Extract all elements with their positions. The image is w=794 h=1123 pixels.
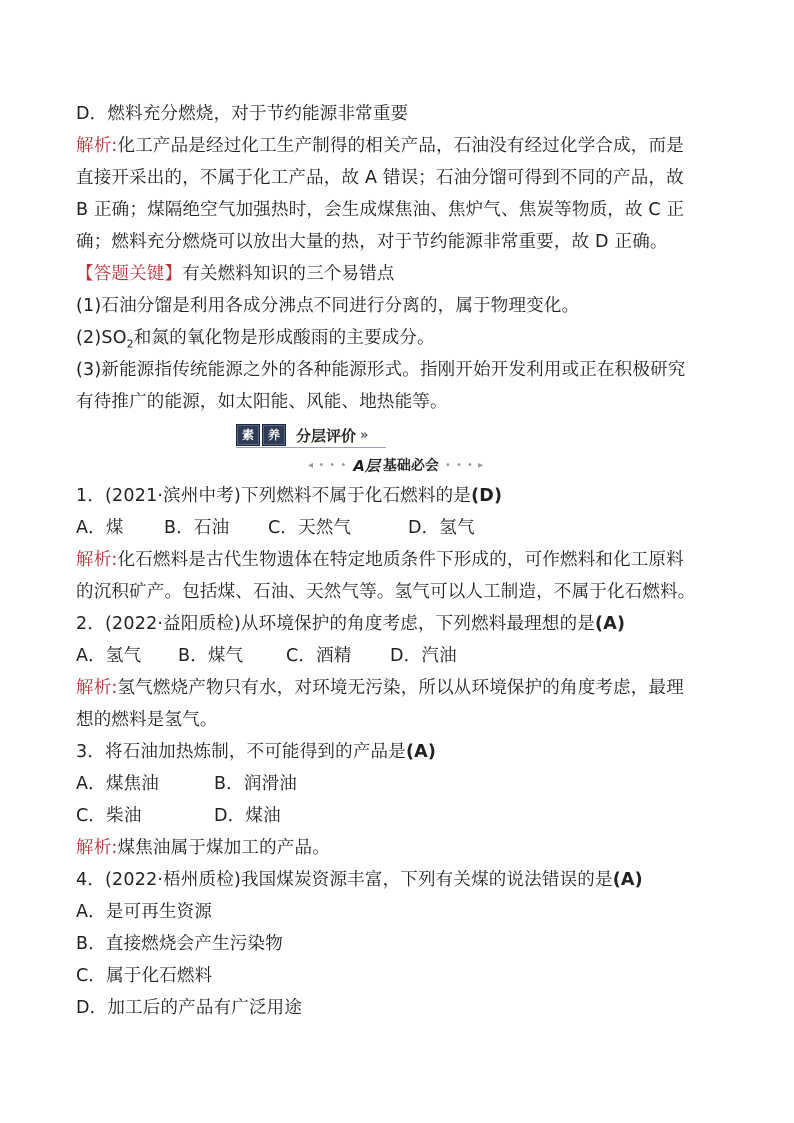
option-a: A．是可再生资源 [76,902,213,922]
explanation-label: 解析: [76,550,118,570]
section-banner [76,420,726,450]
question-options [76,800,726,832]
explanation-line [76,130,726,162]
question-answer: (D) [471,486,503,506]
explanation-line: 解析:煤焦油属于煤加工的产品。 [76,838,330,858]
explanation-line: 想的燃料是氢气。 [76,710,218,730]
option-b: B．润滑油 [214,774,298,794]
question-answer: (A) [612,870,643,890]
question-options [76,512,726,544]
option-a: A．煤焦油 [76,774,159,794]
question-answer: (A) [595,614,626,634]
option-a: A．煤 [76,518,124,538]
key-point-heading [76,258,726,290]
key-point-title: 有关燃料知识的三个易错点 [182,264,395,284]
question-stem: 2．(2022·益阳质检)从环境保护的角度考虑，下列燃料最理想的是(A) [76,614,626,634]
explanation-label: 解析: [76,136,118,156]
key-point-item: (1)石油分馏是利用各成分沸点不同进行分离的，属于物理变化。 [76,296,580,316]
level-tag: A层 [353,456,380,475]
explanation-text: 化工产品是经过化工生产制得的相关产品，石油没有经过化学合成，而是 [117,136,684,156]
option-c: C．属于化石燃料 [76,966,213,986]
option-d: D．氢气 [408,518,475,538]
option-b: B．煤气 [178,646,244,666]
question-options [76,640,726,672]
level-banner [76,450,726,480]
explanation-line: 的沉积矿产。包括煤、石油、天然气等。氢气可以人工制造，不属于化石燃料。 [76,582,696,602]
option-d: D．加工后的产品有广泛用途 [76,998,303,1018]
option-d-text: D．燃料充分燃烧，对于节约能源非常重要 [76,104,409,124]
question-options [76,768,726,800]
section-title: 分层评价 [296,426,357,445]
section-badge: 素 [236,424,260,446]
option-c: C．天然气 [268,518,352,538]
question-stem: 1．(2021·滨州中考)下列燃料不属于化石燃料的是(D) [76,486,503,506]
option-c: C．酒精 [286,646,352,666]
option-d: D．煤油 [214,806,281,826]
document-page [76,98,726,1024]
explanation-line: B 正确；煤隔绝空气加强热时，会生成煤焦油、焦炉气、焦炭等物质，故 C 正 [76,200,685,220]
section-badge: 养 [262,424,286,446]
dots-right-icon: • • • ▸ [444,459,485,471]
option-b: B．石油 [164,518,230,538]
key-point-item: 有待推广的能源，如太阳能、风能、地热能等。 [76,392,448,412]
option-c: C．柴油 [76,806,142,826]
dots-left-icon: ◂ • • • [308,459,348,471]
question-answer: (A) [405,742,437,762]
level-title: 基础必会 [382,458,439,474]
explanation-line: 解析:氢气燃烧产物只有水，对环境无污染，所以从环境保护的角度考虑，最理 [76,678,684,698]
explanation-label: 解析: [76,838,118,858]
explanation-line: 直接开采出的，不属于化工产品，故 A 错误；石油分馏可得到不同的产品，故 [76,168,684,188]
option-b: B．直接燃烧会产生污染物 [76,934,283,954]
key-point-item: $(2)SO_2$和氮的氧化物是形成酸雨的主要成分。 [76,328,435,351]
banner-underline [236,447,386,448]
key-point-item: (3)新能源指传统能源之外的各种能源形式。指刚开始开发利用或正在积极研究 [76,360,686,380]
question-stem: 3．将石油加热炼制，不可能得到的产品是(A) [76,742,437,762]
key-point-label: 【答题关键】 [76,264,183,284]
option-d: D．汽油 [390,646,457,666]
option-a: A．氢气 [76,646,142,666]
explanation-line: 确；燃料充分燃烧可以放出大量的热，对于节约能源非常重要，故 D 正确。 [76,232,668,252]
explanation-label: 解析: [76,678,118,698]
double-chevron-icon: » [360,427,369,443]
question-stem: 4．(2022·梧州质检)我国煤炭资源丰富，下列有关煤的说法错误的是(A) [76,870,643,890]
explanation-line: 解析:化石燃料是古代生物遗体在特定地质条件下形成的，可作燃料和化工原料 [76,550,684,570]
